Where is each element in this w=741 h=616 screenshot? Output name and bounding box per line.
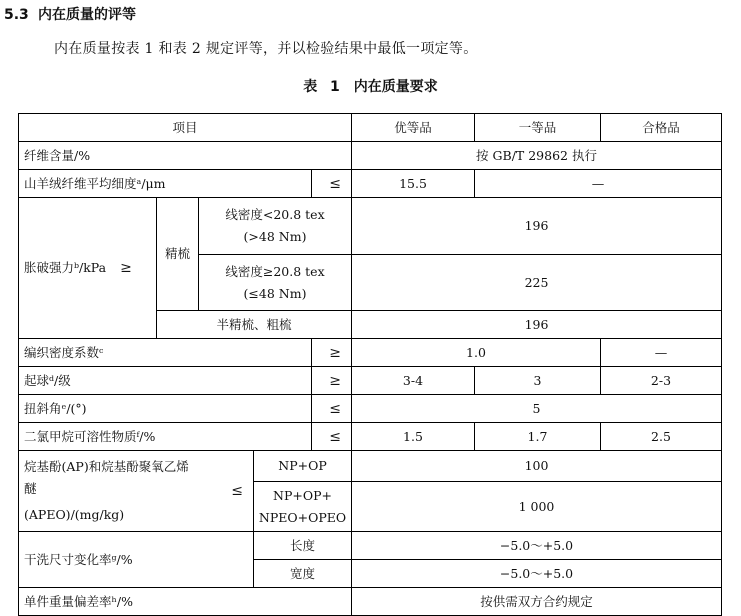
burst-label: 胀破强力ᵇ/kPa: [24, 260, 107, 275]
burst-fine-cell: [199, 198, 352, 255]
table-row: [19, 170, 722, 198]
apeo-sub1: NP+OP: [254, 451, 352, 482]
table-row: [19, 588, 722, 616]
table-row: [19, 532, 722, 560]
apeo-sub2-cell: [254, 482, 352, 532]
burst-semi-value: 196: [352, 311, 722, 339]
apeo-sub2-line1: NP+OP+: [273, 487, 332, 503]
dryclean-width: 宽度: [254, 560, 352, 588]
header-item: 项目: [19, 114, 352, 142]
burst-symbol: ≥: [120, 260, 132, 276]
dryclean-length-value: −5.0～+5.0: [352, 532, 722, 560]
fineness-grade1: 15.5: [352, 170, 475, 198]
pilling-grade1: 3-4: [352, 367, 475, 395]
table-row: [19, 451, 722, 482]
burst-fine-line2: (>48 Nm): [243, 229, 307, 244]
pilling-symbol: ≥: [312, 367, 352, 395]
intro-paragraph: 内在质量按表 1 和表 2 规定评等，并以检验结果中最低一项定等。: [54, 41, 478, 57]
dcm-grade2: 1.7: [475, 423, 601, 451]
fineness-label: 山羊绒纤维平均细度ᵃ/μm: [19, 170, 312, 198]
dcm-grade3: 2.5: [601, 423, 722, 451]
burst-combed: 精梳: [157, 198, 199, 311]
burst-coarse-line1: 线密度≥20.8 tex: [225, 263, 325, 279]
dryclean-width-value: −5.0～+5.0: [352, 560, 722, 588]
burst-semi-label: 半精梳、粗梳: [157, 311, 352, 339]
section-heading: [4, 4, 136, 24]
apeo-label-cell: [19, 451, 199, 532]
apeo-sub2-line2: NPEO+OPEO: [258, 509, 347, 525]
table-row: [19, 339, 722, 367]
apeo-label-line2: (APEO)/(mg/kg): [24, 507, 125, 522]
knit-label: 编织密度系数ᶜ: [19, 339, 312, 367]
knit-symbol: ≥: [312, 339, 352, 367]
burst-fine-line1: 线密度<20.8 tex: [225, 207, 325, 222]
table-caption: 表 1 内在质量要求: [303, 79, 438, 95]
pilling-grade3: 2-3: [601, 367, 722, 395]
skew-label: 扭斜角ᵉ/(°): [19, 395, 312, 423]
dcm-grade1: 1.5: [352, 423, 475, 451]
burst-coarse-cell: [199, 255, 352, 311]
quality-table: [18, 113, 722, 616]
dcm-symbol: ≤: [312, 423, 352, 451]
table-row: [19, 198, 722, 255]
burst-label-cell: [19, 198, 157, 339]
apeo-sub1-value: 100: [352, 451, 722, 482]
pilling-label: 起球ᵈ/级: [19, 367, 312, 395]
table-row: [19, 367, 722, 395]
apeo-label-line1: 烷基酚(AP)和烷基酚聚氧乙烯醚: [24, 459, 189, 496]
burst-coarse-value: 225: [352, 255, 722, 311]
apeo-symbol: ≤: [199, 451, 254, 532]
table-row: [19, 395, 722, 423]
pilling-grade2: 3: [475, 367, 601, 395]
fiber-value: 按 GB/T 29862 执行: [352, 142, 722, 170]
weight-label: 单件重量偏差率ʰ/%: [19, 588, 352, 616]
table-row: [19, 142, 722, 170]
section-title: 内在质量的评等: [38, 7, 136, 23]
knit-grade3: —: [601, 339, 722, 367]
burst-coarse-line2: (≤48 Nm): [243, 285, 307, 301]
dryclean-length: 长度: [254, 532, 352, 560]
table-row: [19, 423, 722, 451]
fineness-symbol: ≤: [312, 170, 352, 198]
apeo-sub2-value: 1 000: [352, 482, 722, 532]
weight-value: 按供需双方合约规定: [352, 588, 722, 616]
burst-fine-value: 196: [352, 198, 722, 255]
knit-grade1-2: 1.0: [352, 339, 601, 367]
dcm-label: 二氯甲烷可溶性物质ᶠ/%: [19, 423, 312, 451]
dryclean-label: 干洗尺寸变化率ᵍ/%: [19, 532, 254, 588]
header-grade2: 一等品: [475, 114, 601, 142]
fineness-grade2-3: —: [475, 170, 722, 198]
section-number: 5.3: [4, 7, 29, 23]
table-header-row: [19, 114, 722, 142]
fiber-label: 纤维含量/%: [19, 142, 352, 170]
header-grade3: 合格品: [601, 114, 722, 142]
skew-value: 5: [352, 395, 722, 423]
header-grade1: 优等品: [352, 114, 475, 142]
skew-symbol: ≤: [312, 395, 352, 423]
